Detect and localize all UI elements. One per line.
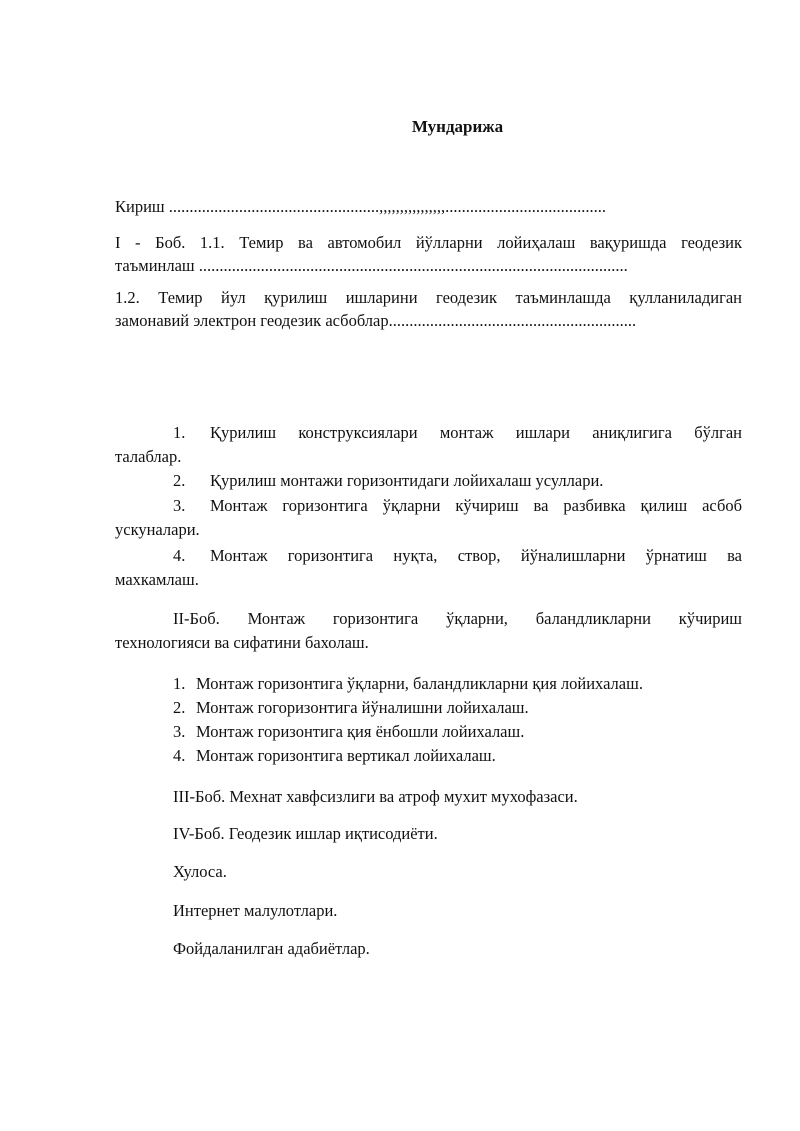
list-item-text: Қурилиш монтажи горизонтидаги лойихалаш усуллари. — [210, 471, 604, 490]
list-item — [173, 720, 742, 744]
list-item — [173, 744, 742, 768]
toc-chapter1-line2: таъминлаш ........................................................................................................ — [115, 256, 628, 275]
list-item-number: 4. — [173, 546, 186, 565]
list-item-text: Монтаж горизонтига ўқларни кўчириш ва разбивка қилиш асбоб — [210, 496, 742, 515]
list-item-number: 2. — [173, 698, 186, 717]
list-item-number: 3. — [173, 722, 186, 741]
list-item-number: 3. — [173, 496, 186, 515]
list-item-text: Монтаж горизонтига нуқта, створ, йўналишларни ўрнатиш ва — [210, 546, 742, 565]
list-item-text: Монтаж горизонтига ўқларни, баландликларни қия лойихалаш. — [196, 674, 643, 693]
list-item — [115, 421, 742, 469]
list-item-continuation: талаблар. — [115, 447, 182, 466]
list-item-number: 1. — [173, 423, 186, 442]
chapter2-line1: II-Боб. Монтаж горизонтига ўқларни, баландликларни кўчириш — [173, 609, 742, 628]
list-item-text: Монтаж гогоризонтига йўналишни лойихалаш. — [196, 698, 529, 717]
list-item — [115, 544, 742, 592]
internet-sources-heading: Интернет малулотлари. — [173, 901, 338, 920]
chapter3-heading: III-Боб. Мехнат хавфсизлиги ва атроф мухит мухофазаси. — [173, 787, 578, 806]
list-item — [115, 494, 742, 542]
chapter2-heading — [115, 607, 742, 655]
toc-section12-line1: 1.2. Темир йул қурилиш ишларини геодезик таъминлашда қулланиладиган — [115, 288, 742, 307]
list-item-text: Монтаж горизонтига қия ёнбошли лойихалаш. — [196, 722, 525, 741]
list-item — [173, 672, 742, 696]
list-item — [115, 469, 742, 493]
list-item — [173, 696, 742, 720]
chapter4-heading: IV-Боб. Геодезик ишлар иқтисодиёти. — [173, 824, 438, 843]
list-item-text: Монтаж горизонтига вертикал лойихалаш. — [196, 746, 496, 765]
toc-section12-line2: замонавий электрон геодезик асбоблар............................................................ — [115, 311, 637, 330]
list-item-text: Қурилиш конструксиялари монтаж ишлари аниқлигига бўлган — [210, 423, 742, 442]
toc-intro: Кириш ...................................................,,,,,,,,,,,,,,,,....................................... — [115, 197, 606, 216]
conclusion-heading: Хулоса. — [173, 862, 227, 881]
list-item-number: 1. — [173, 674, 186, 693]
toc-chapter1-line1: I - Боб. 1.1. Темир ва автомобил йўлларни лойиҳалаш вақуришда геодезик — [115, 233, 742, 252]
list-item-continuation: ускуналари. — [115, 520, 200, 539]
literature-heading: Фойдаланилган адабиётлар. — [173, 939, 370, 958]
page-title: Мундарижа — [411, 117, 504, 136]
list-item-continuation: махкамлаш. — [115, 570, 199, 589]
list-item-number: 4. — [173, 746, 186, 765]
list-item-number: 2. — [173, 471, 186, 490]
chapter2-line2: технологияси ва сифатини бахолаш. — [115, 633, 369, 652]
